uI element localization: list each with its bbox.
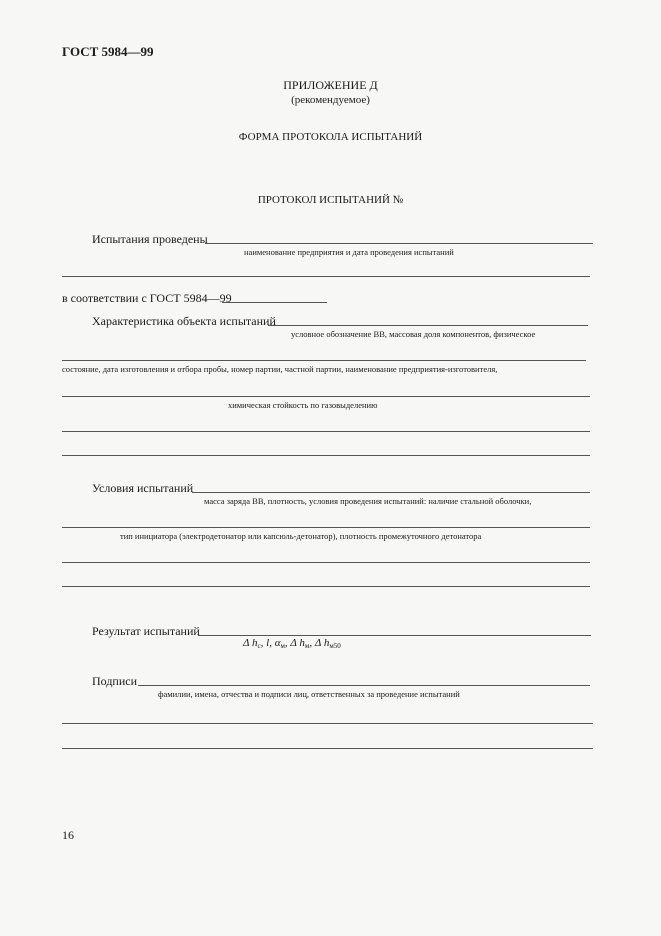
result-formula: [243, 637, 341, 650]
form-title: ФОРМА ПРОТОКОЛА ИСПЫТАНИЙ: [238, 131, 423, 143]
result-line[interactable]: [198, 635, 591, 636]
formula-alpha: α: [274, 637, 281, 649]
object-caption-2: состояние, дата изготовления и отбора пробы, номер партии, частной партии, наименование предприятия-изготовителя,: [62, 364, 498, 374]
formula-sep-3: ,: [284, 637, 288, 649]
formula-l: l: [266, 637, 270, 649]
conditions-caption-2: тип инициатора (электродетонатор или капсюль-детонатор), плотность промежуточного детонатора: [120, 531, 482, 541]
protocol-title: ПРОТОКОЛ ИСПЫТАНИЙ №: [257, 194, 404, 206]
formula-sep-2: ,: [269, 637, 272, 649]
formula-delta-2: Δ: [290, 637, 297, 649]
conditions-line-3[interactable]: [62, 562, 590, 563]
object-line-5[interactable]: [62, 455, 590, 456]
formula-sub-m-2: м: [304, 642, 310, 650]
page-number: 16: [62, 828, 74, 842]
conditions-caption-1: масса заряда ВВ, плотность, условия проведения испытаний: наличие стальной оболочки,: [204, 496, 532, 506]
formula-delta-1: Δ: [243, 637, 250, 649]
object-line-2[interactable]: [62, 360, 586, 361]
signatures-caption: фамилии, имена, отчества и подписи лиц, ответственных за проведение испытаний: [158, 689, 460, 699]
conformity-line[interactable]: [222, 302, 327, 303]
tests-done-caption: наименование предприятия и дата проведения испытаний: [244, 247, 454, 257]
document-header: ГОСТ 5984—99: [62, 44, 154, 59]
formula-h-2: h: [299, 637, 305, 649]
object-caption-1: условное обозначение ВВ, массовая доля компонентов, физическое: [291, 329, 536, 339]
appendix-note: (рекомендуемое): [291, 94, 370, 106]
object-caption-3: химическая стойкость по газовыделению: [228, 400, 378, 410]
formula-delta-3: Δ: [314, 637, 322, 649]
conditions-line-2[interactable]: [62, 527, 590, 528]
conditions-line-4[interactable]: [62, 586, 590, 587]
formula-sep-1: ,: [260, 637, 264, 649]
object-line-1[interactable]: [268, 325, 588, 326]
signatures-line-3[interactable]: [62, 748, 593, 749]
formula-sep-4: ,: [309, 637, 313, 649]
signatures-label: Подписи: [92, 674, 138, 688]
formula-sub-m: м: [280, 642, 285, 650]
formula-sub-c: с: [257, 642, 261, 650]
object-line-3[interactable]: [62, 396, 590, 397]
formula-sub-m50: м50: [329, 642, 341, 650]
formula-h-1: h: [252, 637, 258, 649]
signatures-line-2[interactable]: [62, 723, 593, 724]
tests-done-label: Испытания проведены: [92, 232, 208, 246]
conformity-label: в соответствии с ГОСТ 5984—99: [62, 291, 232, 305]
signatures-line-1[interactable]: [138, 685, 590, 686]
object-label: Характеристика объекта испытаний: [92, 314, 276, 328]
conditions-line-1[interactable]: [192, 492, 590, 493]
formula-h-3: h: [323, 637, 330, 649]
result-label: Результат испытаний: [92, 624, 200, 638]
conditions-label: Условия испытаний: [92, 481, 194, 495]
tests-done-line-2[interactable]: [62, 276, 590, 277]
tests-done-line[interactable]: [205, 243, 593, 244]
object-line-4[interactable]: [62, 431, 590, 432]
appendix-title: ПРИЛОЖЕНИЕ Д: [283, 78, 378, 92]
